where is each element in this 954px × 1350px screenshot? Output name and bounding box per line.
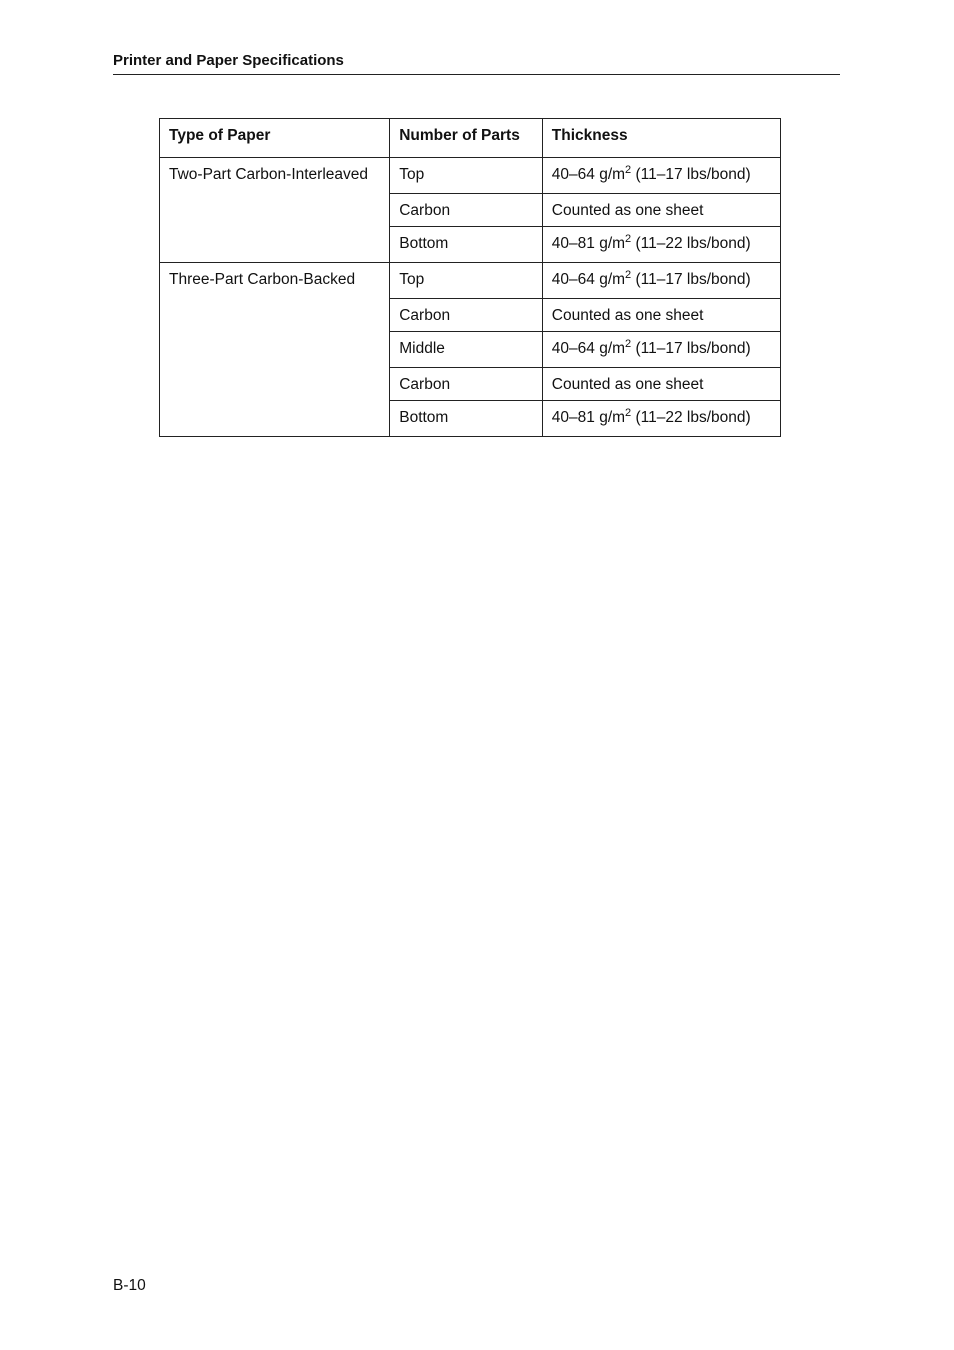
thickness-equivalent: (11–22 lbs/bond) [631, 235, 751, 252]
thickness-cell: Counted as one sheet [542, 194, 780, 227]
superscript-exponent: 2 [625, 406, 632, 419]
thickness-value: 40–64 g/m [551, 340, 626, 357]
thickness-cell [542, 401, 780, 437]
table-header-row [160, 119, 781, 158]
running-header [113, 52, 840, 75]
table-row [160, 263, 781, 299]
part-cell: Carbon [390, 194, 543, 227]
thickness-value: 40–64 g/m [551, 166, 626, 183]
part-cell: Bottom [390, 227, 543, 263]
column-header-thickness: Thickness [542, 119, 780, 158]
thickness-cell [542, 332, 780, 368]
thickness-equivalent: (11–22 lbs/bond) [631, 409, 751, 426]
part-cell: Carbon [390, 299, 543, 332]
thickness-cell [542, 158, 780, 194]
table-row [160, 158, 781, 194]
paper-type-cell: Two-Part Carbon-Interleaved [160, 158, 390, 263]
section-title: Printer and Paper Specifications [113, 52, 344, 69]
part-cell: Middle [390, 332, 543, 368]
thickness-cell [542, 227, 780, 263]
thickness-value: 40–81 g/m [551, 235, 626, 252]
superscript-exponent: 2 [625, 163, 632, 176]
superscript-exponent: 2 [625, 268, 632, 281]
column-header-type: Type of Paper [160, 119, 390, 158]
thickness-cell: Counted as one sheet [542, 368, 780, 401]
thickness-cell [542, 263, 780, 299]
thickness-cell: Counted as one sheet [542, 299, 780, 332]
part-cell: Bottom [390, 401, 543, 437]
thickness-equivalent: (11–17 lbs/bond) [631, 271, 751, 288]
part-cell: Carbon [390, 368, 543, 401]
thickness-value: 40–64 g/m [551, 271, 626, 288]
superscript-exponent: 2 [625, 232, 632, 245]
thickness-equivalent: (11–17 lbs/bond) [631, 166, 751, 183]
thickness-equivalent: (11–17 lbs/bond) [631, 340, 751, 357]
column-header-parts: Number of Parts [390, 119, 543, 158]
superscript-exponent: 2 [625, 337, 632, 350]
page-number: B-10 [113, 1277, 146, 1294]
part-cell: Top [390, 263, 543, 299]
thickness-value: 40–81 g/m [551, 409, 626, 426]
paper-type-cell: Three-Part Carbon-Backed [160, 263, 390, 437]
paper-spec-table [159, 118, 781, 437]
part-cell: Top [390, 158, 543, 194]
